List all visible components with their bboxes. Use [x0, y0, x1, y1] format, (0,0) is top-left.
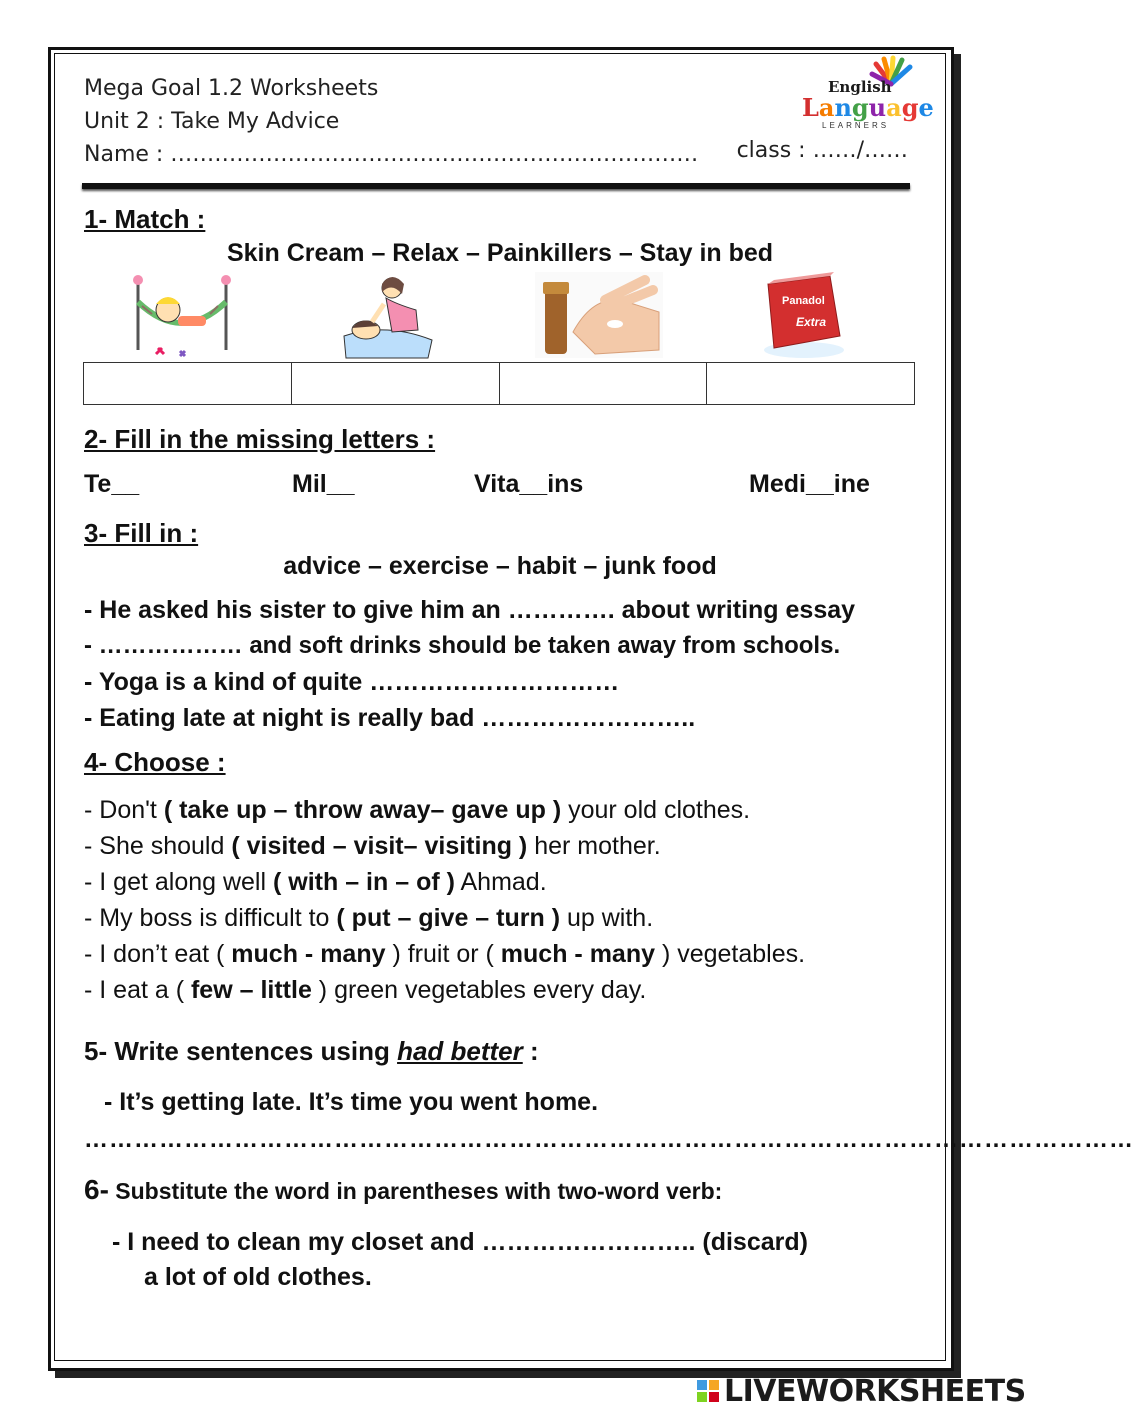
section-6-title: 6- Substitute the word in parentheses with two-word verb:	[84, 1174, 723, 1205]
section-5-title: 5- Write sentences using had better :	[84, 1036, 539, 1066]
choose-item-2[interactable]: - She should ( visited – visit– visiting ) her mother.	[84, 832, 661, 860]
match-answer-box-4[interactable]	[707, 363, 914, 404]
logo-word-english: English	[828, 78, 892, 96]
missing-letters-word-2[interactable]: Mil__	[292, 470, 355, 498]
missing-letters-word-4[interactable]: Medi__ine	[749, 470, 870, 498]
choose-item-3[interactable]: - I get along well ( with – in – of ) Ahmad.	[84, 868, 547, 896]
fill-in-sentence-2[interactable]: - ……………… and soft drinks should be taken away from schools.	[84, 632, 841, 659]
skin-cream-picture	[535, 272, 663, 358]
logo-word-language: Language	[802, 93, 934, 122]
two-word-verb-item-line-2: a lot of old clothes.	[144, 1263, 372, 1291]
liveworksheets-watermark[interactable]: LIVEWORKSHEETS	[724, 1374, 1026, 1409]
section-2-title: 2- Fill in the missing letters :	[84, 424, 436, 454]
header-divider	[82, 183, 910, 189]
english-language-learners-logo	[800, 56, 934, 132]
massage-picture	[336, 270, 436, 360]
class-field[interactable]: class : ……/……	[736, 138, 908, 163]
missing-letters-word-3[interactable]: Vita__ins	[474, 470, 584, 498]
match-answer-table	[83, 362, 915, 405]
fill-in-word-bank: advice – exercise – habit – junk food	[283, 552, 717, 580]
name-field[interactable]: Name : ………………………………………………………………	[84, 142, 699, 167]
choose-item-6[interactable]: - I eat a ( few – little ) green vegetables every day.	[84, 976, 647, 1004]
had-better-answer-line[interactable]: ………………………………………………………………………………………………………………	[84, 1126, 1134, 1153]
missing-letters-word-1[interactable]: Te__	[84, 470, 140, 498]
header-unit: Unit 2 : Take My Advice	[84, 109, 340, 134]
section-1-title: 1- Match :	[84, 204, 206, 234]
match-answer-box-2[interactable]	[292, 363, 500, 404]
liveworksheets-logo-icon	[697, 1380, 719, 1402]
section-4-title: 4- Choose :	[84, 747, 226, 777]
fill-in-sentence-1[interactable]: - He asked his sister to give him an …………. about writing essay	[84, 596, 856, 624]
logo-word-learners: LEARNERS	[822, 121, 890, 130]
girl-in-hammock-picture	[128, 272, 238, 360]
header-title: Mega Goal 1.2 Worksheets	[84, 76, 379, 101]
match-word-bank: Skin Cream – Relax – Painkillers – Stay in bed	[226, 239, 774, 267]
section-3-title: 3- Fill in :	[84, 518, 199, 548]
two-word-verb-item-line-1[interactable]: - I need to clean my closet and …………………….. (discard)	[112, 1228, 808, 1256]
painkiller-box-picture	[760, 270, 846, 360]
match-answer-box-3[interactable]	[500, 363, 708, 404]
choose-item-1[interactable]: - Don't ( take up – throw away– gave up ) your old clothes.	[84, 796, 751, 824]
fill-in-sentence-3[interactable]: - Yoga is a kind of quite …………………………	[84, 668, 620, 696]
svg-text:Panadol: Panadol	[782, 295, 825, 307]
fill-in-sentence-4[interactable]: - Eating late at night is really bad ……………………..	[84, 704, 696, 732]
match-answer-box-1[interactable]	[84, 363, 292, 404]
choose-item-5[interactable]: - I don’t eat ( much - many ) fruit or ( much - many ) vegetables.	[84, 940, 806, 968]
worksheet-header	[84, 72, 698, 171]
svg-text:Extra: Extra	[796, 315, 827, 329]
had-better-emphasis: had better	[397, 1036, 523, 1066]
choose-item-4[interactable]: - My boss is difficult to ( put – give – turn ) up with.	[84, 904, 654, 932]
had-better-item: - It’s getting late. It’s time you went home.	[104, 1088, 599, 1116]
